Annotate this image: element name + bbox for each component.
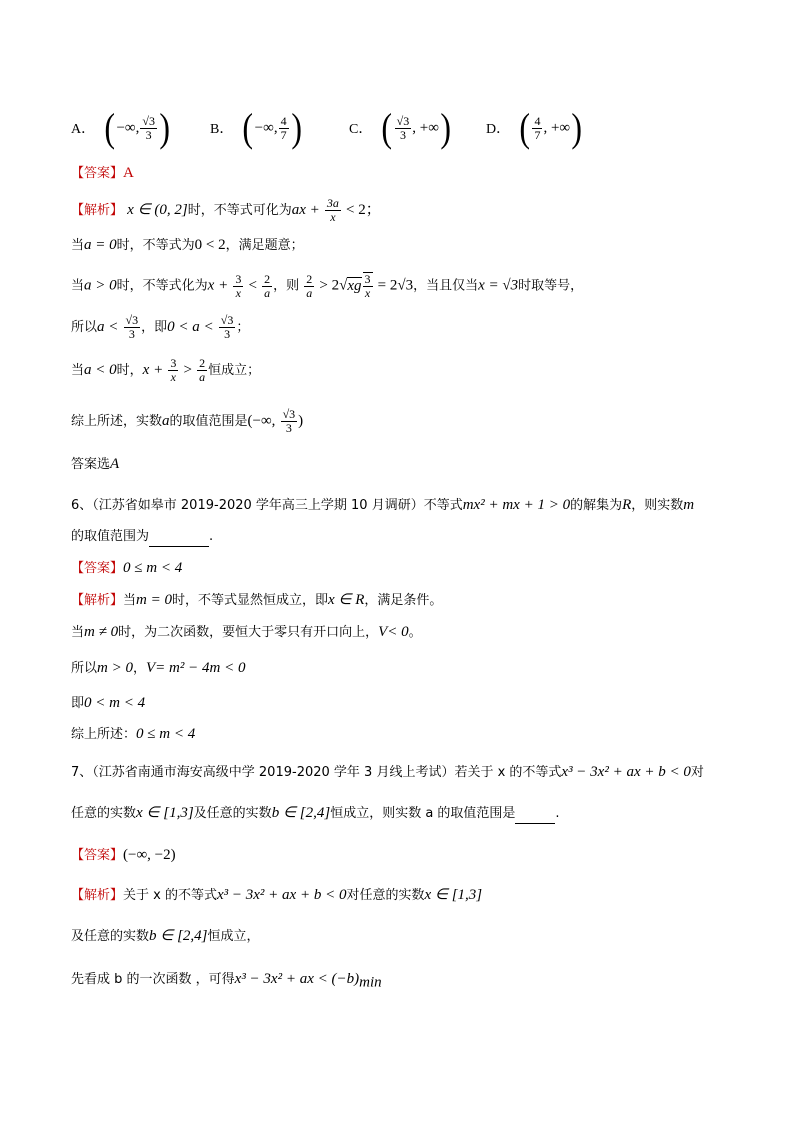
text-q5-l5-gt: > [183, 362, 192, 378]
text-q6-a4-expr: 0 < m < 4 [84, 695, 146, 711]
text-options-1-den: 7 [280, 127, 287, 142]
text-q5-l4-f2-den: 3 [224, 327, 231, 341]
text-q5-l3-when: ，当且仅当 [413, 278, 479, 294]
text-q5-l3-text: 时，不等式化为 [116, 278, 208, 294]
text-q7-l2-expr: x ∈ [1,3] [136, 805, 194, 821]
text-q5-l3-f1-num: 3 [235, 271, 242, 286]
text-q5-l5-text: 时， [116, 363, 143, 378]
text-q6-m: m [683, 497, 695, 513]
option-fraction [140, 115, 157, 142]
q5-analysis-line-6 [71, 408, 303, 435]
option-right: , +∞ [543, 119, 571, 136]
option-a: A． ( −∞, $\frac{√3}{3}$ ) [71, 105, 170, 150]
q5-analysis-line-7 [71, 454, 119, 475]
q5-analysis-line-3: 当a > 0时，不等式化为x + $\frac{3}{x}$ < $\frac{2}{a}$ ，则 $\frac{2}{a}$ > 2√xg $\frac{3}{x}$ = 2√3，当且仅当x = √3时取等号， [71, 271, 584, 300]
text-options-1-num: 4 [280, 113, 287, 128]
text-q7-l2-text2: 及任意的实数 [193, 806, 272, 821]
answer-blank [149, 532, 209, 547]
text-q5-l5-expr2: x + [142, 362, 164, 378]
text-q5-l3-lt: < [248, 277, 257, 294]
text-q5-l3-gt: > 2 [319, 277, 340, 294]
text-q5-l6-f-num: √3 [282, 407, 296, 421]
option-fraction [395, 115, 412, 142]
text-q7-a3-expr: x³ − 3x² + ax < (−b) [234, 971, 360, 987]
text-q6-a4-text: 即 [71, 696, 85, 711]
text-q5-l3-f2-num: 2 [264, 271, 271, 286]
text-q5-l3-f4-num: 3 [364, 272, 371, 286]
text-q5-l4-expr: a < [97, 319, 119, 335]
q7-stem-line-2 [71, 803, 560, 824]
text-q7-l2-end: . [555, 806, 560, 821]
text-q5-l3-f3-num: 2 [306, 271, 313, 286]
text-q5-l3-f1-den: x [235, 285, 241, 300]
text-q5-l3-expr: a > 0 [84, 277, 117, 294]
text-q6-a3-text: 所以 [71, 661, 98, 676]
text-q5-l5-f2-num: 2 [199, 356, 206, 370]
text-q5-l5-f2-den: a [199, 370, 206, 384]
text-q6-line2-end: . [209, 529, 214, 544]
text-q5-l4-f2-num: √3 [220, 313, 234, 327]
option-left: −∞, [254, 119, 278, 136]
option-c: C． ( $\frac{√3}{3}$ , +∞ ) [349, 105, 451, 150]
q5-analysis-line-1 [71, 197, 381, 224]
analysis-tag: 【解析】 [71, 203, 124, 218]
text-q5-l7-text: 答案选 [71, 457, 111, 472]
text-options-2-den: 3 [399, 127, 406, 142]
text-q5-l3-eq: = 2√3 [377, 277, 414, 294]
text-q5-l2-expr2: 0 < 2 [194, 237, 226, 253]
text-q7-a2-text2: 恒成立， [207, 929, 260, 944]
text-q5-l2-expr: a = 0 [84, 237, 117, 253]
text-q5-l3-f4-den: x [364, 286, 371, 300]
text-q5-l1-text: 时，不等式可化为 [187, 203, 292, 218]
text-q7-answer-value: (−∞, −2) [123, 847, 176, 863]
option-d: D． ( $\frac{4}{7}$ , +∞ ) [486, 105, 583, 150]
text-q5-l2-tail: ，满足题意； [225, 238, 304, 253]
text-q6-a2-text2: 时，为二次函数，要恒大于零只有开口向上， [118, 625, 379, 640]
text-q6-answer-tag: 【答案】 [71, 561, 124, 576]
text-q5-l4-a: 所以 [71, 320, 98, 335]
text-q6-R: R [622, 497, 632, 513]
question-number: 6、 [71, 498, 93, 513]
text-q5-l3-expr3: x = √3 [478, 277, 519, 294]
option-left: −∞, [116, 119, 140, 136]
text-q7-l2-text3: 恒成立，则实数 a 的取值范围是 [330, 806, 516, 821]
text-options-0-den: 3 [145, 127, 152, 142]
text-q5-l2-a: 当 [71, 238, 85, 253]
q7-analysis-line-1 [71, 885, 482, 906]
text-q7-a3-text: 先看成 b 的一次函数 ，可得 [71, 972, 235, 987]
option-label: A． [71, 122, 96, 137]
option-label: D． [486, 122, 511, 137]
text-q6-a1-end: ，满足条件。 [364, 593, 443, 608]
text-q6-a5-text: 综上所述： [71, 727, 137, 742]
option-fraction [279, 115, 289, 142]
text-q6-a3-sep: ， [132, 661, 146, 676]
q6-analysis-line-5 [71, 724, 195, 745]
text-q5-l5-f1-den: x [170, 370, 176, 384]
q5-answer [71, 163, 134, 184]
answer-blank [515, 809, 555, 824]
text-options-2-num: √3 [396, 113, 410, 128]
text-q5-l4-end: ； [236, 320, 250, 335]
text-q5-l1-expr2: ax + [291, 202, 320, 218]
text-q6-a1-expr: m = 0 [136, 592, 172, 608]
q7-analysis-line-3 [71, 969, 382, 993]
q7-answer [71, 845, 176, 866]
text-q5-l6-var: a [162, 413, 170, 429]
text-q5-l1-frac-den: x [330, 210, 336, 224]
text-q5-l1-tail: < 2； [346, 202, 381, 218]
text-q5-l3-a: 当 [71, 278, 85, 294]
text-q5-l3-end: 时取等号， [518, 278, 584, 294]
text-q5-l5-expr: a < 0 [84, 362, 117, 378]
text-q6-analysis-tag: 【解析】 [71, 593, 124, 608]
text-q7-a1-text2: 对任意的实数 [346, 888, 425, 903]
text-q5-l4-f-den: 3 [128, 327, 135, 341]
text-q5-l6-f-den: 3 [285, 421, 292, 435]
text-q5-l5-end: 恒成立； [208, 363, 261, 378]
option-right: , +∞ [412, 119, 439, 136]
text-q5-l5-a: 当 [71, 363, 85, 378]
text-q6-a3-expr2: V= m² − 4m < 0 [146, 660, 246, 676]
text-q6-text2: 的解集为 [570, 498, 623, 513]
text-q5-l6-close: ) [298, 413, 304, 429]
text-q5-l4-f-num: √3 [125, 313, 139, 327]
text-q5-l1-frac-num: 3a [326, 196, 339, 210]
text-q7-a2-expr: b ∈ [2,4] [149, 928, 208, 944]
text-q5-l6-text: 综上所述，实数 [71, 414, 163, 429]
text-q5-l3-then: ，则 [273, 278, 300, 294]
q6-stem-line-1 [71, 495, 694, 516]
q7-stem-line-1 [71, 762, 704, 783]
text-q6-answer-value: 0 ≤ m < 4 [123, 560, 183, 576]
q6-stem-line-2 [71, 527, 213, 547]
text-q6-a2-text: 当 [71, 625, 85, 640]
text-q5-l3-sqrt: xg [347, 277, 362, 294]
text-q7-l2-expr2: b ∈ [2,4] [271, 805, 331, 821]
text-options-0-num: √3 [142, 113, 155, 128]
text-q7-a1-text: 关于 x 的不等式 [123, 888, 217, 903]
text-q7-a1-expr: x³ − 3x² + ax + b < 0 [216, 887, 347, 903]
text-q6-a1-text2: 时，不等式显然恒成立，即 [172, 593, 329, 608]
text-q5-l6-expr: (−∞, [247, 413, 276, 429]
text-q6-source: （江苏省如皋市 2019-2020 学年高三上学期 10 月调研）不等式 [92, 498, 463, 513]
text-q7-a2-text: 及任意的实数 [71, 929, 150, 944]
text-q6-a5-expr: 0 ≤ m < 4 [136, 726, 196, 742]
text-q7-analysis-tag: 【解析】 [71, 888, 124, 903]
q6-analysis-line-1 [71, 590, 442, 611]
text-q7-text-end: 对 [690, 765, 704, 780]
text-options-3-num: 4 [534, 113, 541, 128]
text-q7-answer-tag: 【答案】 [71, 848, 124, 863]
text-q6-a1-text: 当 [123, 593, 137, 608]
text-q5-l2-text: 时，不等式为 [116, 238, 195, 253]
option-label: C． [349, 122, 373, 137]
text-q6-a2-expr: m ≠ 0 [84, 624, 119, 640]
text-q5-l1-expr: x ∈ (0, 2] [127, 202, 188, 218]
q6-analysis-line-4 [71, 693, 145, 714]
q5-analysis-line-2 [71, 235, 304, 256]
text-q6-a3-expr: m > 0 [97, 660, 133, 676]
q5-analysis-line-4 [71, 314, 249, 341]
text-q7-l2-text: 任意的实数 [71, 806, 137, 821]
text-q5-l4-mid: ，即 [141, 320, 168, 335]
answer-value: A [123, 165, 134, 181]
option-b: B． ( −∞, $\frac{4}{7}$ ) [210, 105, 302, 150]
q6-analysis-line-2 [71, 622, 422, 643]
option-label: B． [210, 122, 234, 137]
q7-analysis-line-2 [71, 926, 260, 947]
text-q7-ineq: x³ − 3x² + ax + b < 0 [561, 764, 691, 780]
text-q5-l3-f2-den: a [264, 285, 271, 300]
text-q5-l7-var: A [110, 456, 120, 472]
text-q5-l3-f3-den: a [306, 285, 313, 300]
text-q6-ineq: mx² + mx + 1 > 0 [462, 497, 571, 513]
option-fraction [532, 115, 542, 142]
text-q6-line2: 的取值范围为 [71, 529, 150, 544]
text-q6-a2-end: 。 [408, 625, 422, 640]
text-q5-l3-expr2: x + [207, 277, 229, 294]
q6-analysis-line-3 [71, 658, 245, 679]
answer-tag: 【答案】 [71, 166, 124, 181]
text-q6-text3: ，则实数 [631, 498, 684, 513]
text-q7-number: 7、 [71, 765, 93, 780]
text-q7-a1-expr2: x ∈ [1,3] [424, 887, 483, 903]
text-q5-l4-expr2: 0 < a < [167, 319, 214, 335]
text-q6-a2-expr2: V< 0 [378, 624, 409, 640]
text-q5-l5-f1-num: 3 [170, 356, 177, 370]
q6-answer [71, 558, 182, 579]
text-q6-a1-expr2: x ∈ R [328, 592, 365, 608]
text-q5-l6-text2: 的取值范围是 [169, 414, 248, 429]
text-q7-a3-sub: min [359, 974, 382, 991]
text-q7-source: （江苏省南通市海安高级中学 2019-2020 学年 3 月线上考试）若关于 x 的不等式 [92, 765, 562, 780]
text-options-3-den: 7 [534, 127, 541, 142]
q5-analysis-line-5 [71, 357, 260, 384]
